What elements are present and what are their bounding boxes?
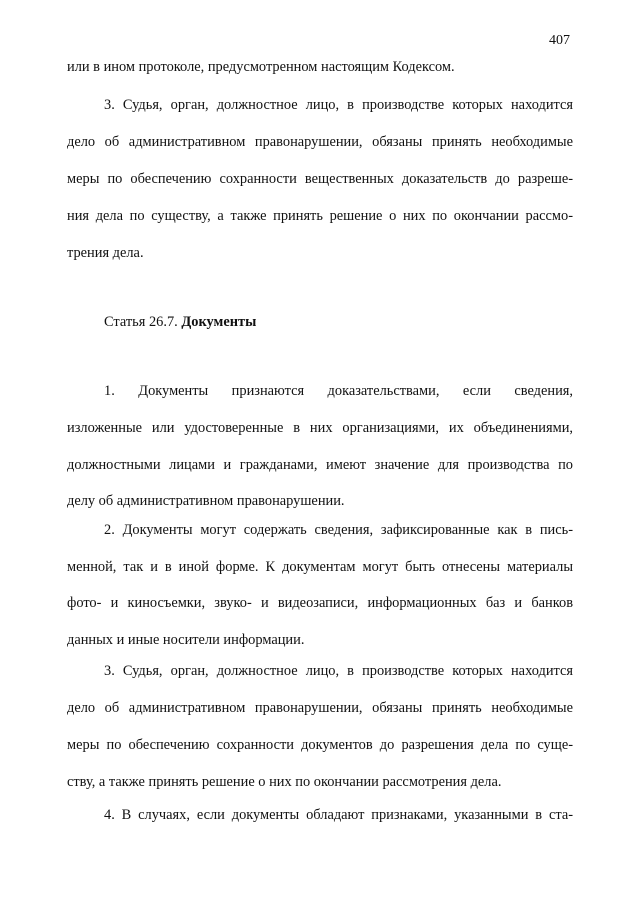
page-number: 407 <box>549 33 570 48</box>
text-line: делу об административном правонарушении. <box>67 493 345 509</box>
text-line: фото- и киносъемки, звуко- и видеозаписи, информационных баз и банков <box>67 595 573 611</box>
text-line: ния дела по существу, а также принять решение о них по окончании рассмо- <box>67 208 573 224</box>
text-line: дело об административном правонарушении, обязаны принять необходимые <box>67 700 573 716</box>
text-line: или в ином протоколе, предусмотренном настоящим Кодексом. <box>67 59 455 75</box>
article-title: Документы <box>181 314 257 330</box>
text-line: менной, так и в иной форме. К документам могут быть отнесены материалы <box>67 559 573 575</box>
text-line: ству, а также принять решение о них по окончании рассмотрения дела. <box>67 774 502 790</box>
text-line: 1. Документы признаются доказательствами, если сведения, <box>104 383 573 399</box>
text-line: меры по обеспечению сохранности документов до разрешения дела по суще- <box>67 737 573 753</box>
text-line: 2. Документы могут содержать сведения, зафиксированные как в пись- <box>104 522 573 538</box>
text-line: дело об административном правонарушении, обязаны принять необходимые <box>67 134 573 150</box>
text-line: должностными лицами и гражданами, имеют значение для производства по <box>67 457 573 473</box>
text-line: изложенные или удостоверенные в них организациями, их объединениями, <box>67 420 573 436</box>
article-heading <box>104 313 256 331</box>
text-line: данных и иные носители информации. <box>67 632 305 648</box>
text-line: 3. Судья, орган, должностное лицо, в производстве которых находится <box>104 97 573 113</box>
article-label: Статья 26.7. <box>104 314 178 330</box>
text-line: меры по обеспечению сохранности вещественных доказательств до разреше- <box>67 171 573 187</box>
text-line: 4. В случаях, если документы обладают признаками, указанными в ста- <box>104 807 573 823</box>
text-line: трения дела. <box>67 245 144 261</box>
text-line: 3. Судья, орган, должностное лицо, в производстве которых находится <box>104 663 573 679</box>
